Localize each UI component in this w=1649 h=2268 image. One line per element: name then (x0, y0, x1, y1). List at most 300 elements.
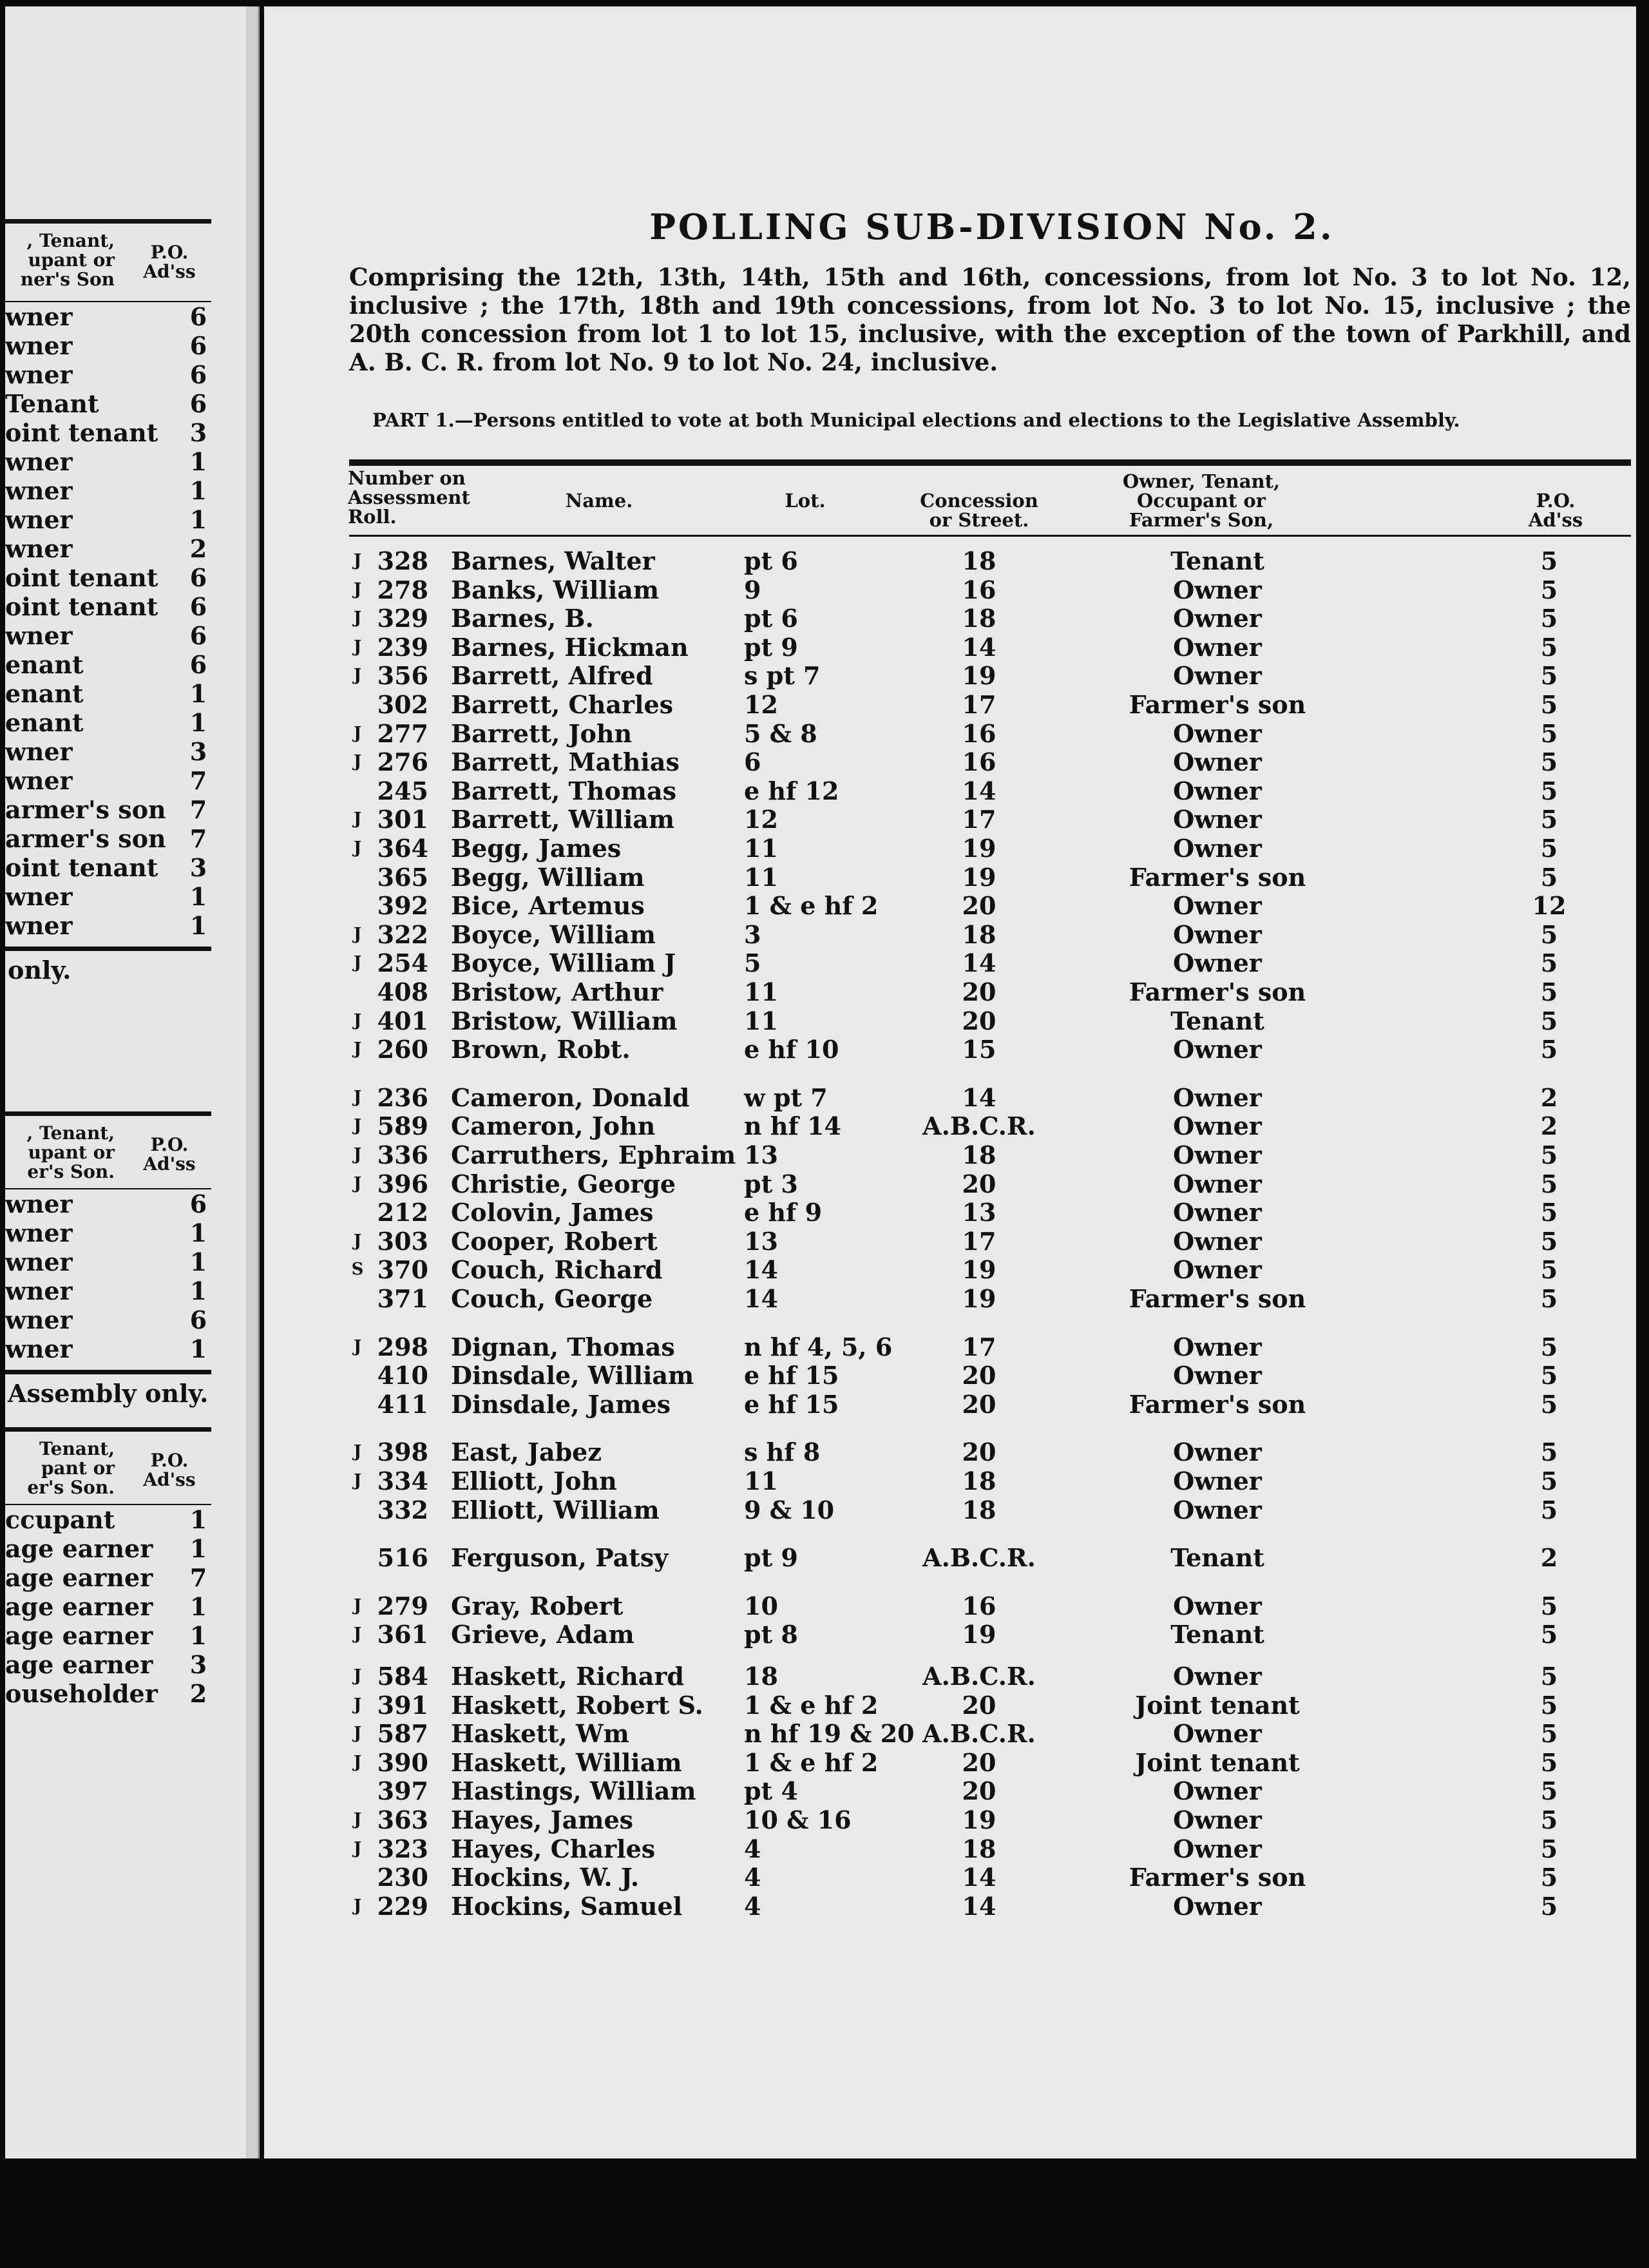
mark-cell: J (353, 1010, 362, 1030)
table-row (264, 1390, 1636, 1419)
table-row (264, 1140, 1636, 1169)
table-row (264, 1892, 1636, 1921)
roll-number-cell: 363 (377, 1805, 428, 1834)
table-row (5, 505, 211, 534)
name-cell: Haskett, Richard (451, 1662, 684, 1691)
name-cell: Brown, Robt. (451, 1035, 631, 1064)
mark-cell: J (353, 1087, 362, 1107)
concession-cell: A.B.C.R. (922, 1543, 1036, 1573)
owner-status-cell: Tenant (1170, 546, 1264, 575)
po-cell: 5 (1540, 1035, 1558, 1064)
header-occupation: , Tenant, upant or er's Son. (26, 1122, 115, 1182)
lot-cell: s pt 7 (744, 661, 821, 691)
concession-cell: 18 (962, 1466, 996, 1495)
concession-cell: 20 (962, 1690, 996, 1720)
owner-status-cell: Owner (1173, 1719, 1262, 1749)
name-cell: Hayes, Charles (451, 1834, 656, 1863)
concession-cell: 20 (962, 1361, 996, 1390)
table-row (264, 1620, 1636, 1649)
table-row (264, 1834, 1636, 1863)
lot-cell: s hf 8 (744, 1437, 821, 1467)
owner-status-cell: Owner (1173, 1361, 1262, 1390)
table-row (264, 1719, 1636, 1748)
table-row (264, 1083, 1636, 1112)
owner-status-cell: Owner (1173, 1891, 1262, 1921)
header-po: P.O. Ad'ss (143, 1450, 196, 1490)
roll-number-cell: 516 (377, 1543, 428, 1573)
po-cell: 5 (1540, 690, 1558, 719)
table-row (5, 882, 211, 911)
left-page-fragment (5, 6, 260, 2158)
po-cell: 1 (189, 447, 207, 476)
table-row (264, 1437, 1636, 1466)
roll-number-cell: 587 (377, 1719, 428, 1749)
concession-cell: 13 (962, 1198, 996, 1227)
lot-cell: e hf 15 (744, 1361, 839, 1390)
occupation-cell: age earner (5, 1621, 153, 1650)
lot-cell: n hf 4, 5, 6 (744, 1332, 893, 1361)
table-row (264, 1748, 1636, 1777)
concession-cell: 20 (962, 1437, 996, 1467)
lot-cell: 1 & e hf 2 (744, 891, 879, 921)
po-cell: 5 (1540, 747, 1558, 777)
name-cell: Hastings, William (451, 1776, 696, 1806)
table-row (5, 1563, 211, 1592)
table-row (5, 389, 211, 418)
lot-cell: 11 (744, 862, 778, 892)
roll-number-cell: 397 (377, 1776, 428, 1806)
table-row (264, 1466, 1636, 1495)
po-cell: 5 (1540, 1495, 1558, 1524)
concession-cell: 14 (962, 776, 996, 805)
name-cell: Begg, William (451, 862, 645, 892)
table-row (264, 1776, 1636, 1805)
name-cell: Bristow, Arthur (451, 977, 663, 1006)
table-row (264, 1361, 1636, 1390)
mark-cell: J (353, 1145, 362, 1164)
roll-number-cell: 236 (377, 1082, 428, 1112)
name-cell: Carruthers, Ephraim (451, 1140, 736, 1169)
roll-number-cell: 328 (377, 546, 428, 575)
lot-cell: w pt 7 (744, 1082, 828, 1112)
po-cell: 7 (189, 1563, 207, 1592)
lot-cell: 18 (744, 1662, 778, 1691)
po-cell: 7 (189, 795, 207, 824)
occupation-cell: wner (5, 1276, 73, 1305)
po-cell: 5 (1540, 575, 1558, 604)
po-cell: 1 (189, 1247, 207, 1276)
concession-cell: 19 (962, 1805, 996, 1834)
part-text: —Persons entitled to vote at both Municipal elections and elections to the Legislative Assembly. (454, 409, 1460, 431)
column-header-concession: Concession or Street. (920, 490, 1038, 531)
po-cell: 2 (1540, 1543, 1558, 1573)
po-cell: 5 (1540, 1591, 1558, 1620)
po-cell: 7 (189, 766, 207, 795)
table-row (264, 1805, 1636, 1834)
roll-number-cell: 398 (377, 1437, 428, 1467)
roll-number-cell: 277 (377, 718, 428, 748)
lot-cell: 4 (744, 1834, 761, 1863)
table-row (5, 766, 211, 795)
name-cell: Barnes, B. (451, 604, 594, 633)
lot-cell: 1 & e hf 2 (744, 1690, 879, 1720)
po-cell: 1 (189, 1334, 207, 1363)
roll-number-cell: 302 (377, 690, 428, 719)
table-row (5, 621, 211, 650)
name-cell: Haskett, Wm (451, 1719, 629, 1749)
owner-status-cell: Joint tenant (1135, 1690, 1300, 1720)
table-footer: only. (8, 956, 71, 985)
po-cell: 3 (189, 418, 207, 447)
lot-cell: e hf 10 (744, 1035, 839, 1064)
concession-cell: 19 (962, 862, 996, 892)
po-cell: 3 (189, 853, 207, 882)
mark-cell: J (353, 809, 362, 829)
table-row (5, 447, 211, 476)
roll-number-cell: 303 (377, 1226, 428, 1256)
mark-cell: J (353, 1752, 362, 1772)
left-table-1 (5, 219, 211, 990)
occupation-cell: wner (5, 1247, 73, 1276)
table-row (5, 563, 211, 592)
lot-cell: e hf 15 (744, 1389, 839, 1419)
table-row (264, 776, 1636, 805)
left-table-1-rows (5, 302, 211, 940)
table-row (5, 1334, 211, 1363)
po-cell: 5 (1540, 862, 1558, 892)
name-cell: Dinsdale, William (451, 1361, 694, 1390)
table-rule (5, 1111, 211, 1116)
lot-cell: 5 & 8 (744, 718, 817, 748)
roll-number-cell: 260 (377, 1035, 428, 1064)
mark-cell: J (353, 1810, 362, 1829)
po-cell: 1 (189, 476, 207, 505)
roll-number-cell: 396 (377, 1169, 428, 1198)
po-cell: 3 (189, 737, 207, 766)
lot-cell: 10 (744, 1591, 778, 1620)
roll-number-cell: 230 (377, 1863, 428, 1892)
occupation-cell: oint tenant (5, 853, 158, 882)
name-cell: Barnes, Walter (451, 546, 655, 575)
name-cell: Colovin, James (451, 1198, 654, 1227)
page-title: POLLING SUB-DIVISION No. 2. (649, 206, 1335, 247)
concession-cell: 16 (962, 1591, 996, 1620)
lot-cell: 4 (744, 1863, 761, 1892)
table-row (5, 737, 211, 766)
table-header (5, 1432, 211, 1504)
occupation-cell: wner (5, 737, 73, 766)
occupation-cell: armer's son (5, 795, 166, 824)
name-cell: Cameron, John (451, 1111, 656, 1141)
concession-cell: 14 (962, 1891, 996, 1921)
mark-cell: J (353, 579, 362, 599)
occupation-cell: wner (5, 534, 73, 563)
name-cell: Barrett, Thomas (451, 776, 676, 805)
po-cell: 5 (1540, 1198, 1558, 1227)
mark-cell: J (353, 1471, 362, 1490)
table-row (264, 719, 1636, 748)
lot-cell: 9 (744, 575, 761, 604)
occupation-cell: wner (5, 1334, 73, 1363)
name-cell: Begg, James (451, 834, 622, 863)
po-cell: 1 (189, 1534, 207, 1563)
roll-number-cell: 370 (377, 1255, 428, 1285)
name-cell: Haskett, William (451, 1747, 682, 1777)
occupation-cell: age earner (5, 1650, 153, 1679)
po-cell: 5 (1540, 661, 1558, 691)
table-row (5, 1305, 211, 1334)
name-cell: Couch, George (451, 1284, 653, 1313)
lot-cell: 13 (744, 1140, 778, 1169)
table-row (264, 1227, 1636, 1256)
concession-cell: 20 (962, 1006, 996, 1035)
roll-number-cell: 364 (377, 834, 428, 863)
lot-cell: n hf 19 & 20 (744, 1719, 915, 1749)
table-row (5, 1247, 211, 1276)
roll-number-cell: 391 (377, 1690, 428, 1720)
lot-cell: 5 (744, 948, 761, 978)
po-cell: 1 (189, 1621, 207, 1650)
mark-cell: J (353, 1336, 362, 1356)
po-cell: 1 (189, 882, 207, 911)
roll-number-cell: 322 (377, 919, 428, 949)
table-rule (5, 219, 211, 224)
name-cell: Barrett, Alfred (451, 661, 653, 691)
occupation-cell: age earner (5, 1534, 153, 1563)
po-cell: 5 (1540, 1140, 1558, 1169)
left-table-2 (5, 1111, 211, 1413)
table-header (5, 224, 211, 301)
table-header (5, 1116, 211, 1188)
table-row (5, 1534, 211, 1563)
po-cell: 1 (189, 1276, 207, 1305)
table-row (5, 1505, 211, 1534)
po-cell: 1 (189, 911, 207, 940)
roll-number-cell: 332 (377, 1495, 428, 1524)
owner-status-cell: Owner (1173, 1776, 1262, 1806)
po-cell: 5 (1540, 1255, 1558, 1285)
po-cell: 3 (189, 1650, 207, 1679)
table-row (5, 331, 211, 360)
owner-status-cell: Owner (1173, 1198, 1262, 1227)
lot-cell: pt 4 (744, 1776, 798, 1806)
po-cell: 5 (1540, 1620, 1558, 1649)
name-cell: Elliott, John (451, 1466, 617, 1495)
mark-cell: J (353, 1442, 362, 1462)
po-cell: 6 (189, 1305, 207, 1334)
lot-cell: 12 (744, 690, 778, 719)
name-cell: Boyce, William J (451, 948, 676, 978)
concession-cell: 18 (962, 1834, 996, 1863)
po-cell: 5 (1540, 632, 1558, 662)
occupation-cell: Tenant (5, 389, 99, 418)
concession-cell: 19 (962, 1620, 996, 1649)
lot-cell: 12 (744, 805, 778, 834)
roll-number-cell: 298 (377, 1332, 428, 1361)
occupation-cell: wner (5, 766, 73, 795)
concession-cell: 20 (962, 1389, 996, 1419)
roll-number-cell: 336 (377, 1140, 428, 1169)
po-cell: 1 (189, 708, 207, 737)
mark-cell: J (353, 1595, 362, 1615)
table-footer: Assembly only. (8, 1379, 209, 1408)
mark-cell: J (353, 1173, 362, 1193)
owner-status-cell: Owner (1173, 1169, 1262, 1198)
table-row (264, 834, 1636, 863)
owner-status-cell: Tenant (1170, 1006, 1264, 1035)
roll-number-cell: 365 (377, 862, 428, 892)
table-row (264, 690, 1636, 719)
concession-cell: 16 (962, 747, 996, 777)
po-cell: 6 (189, 650, 207, 679)
table-row (5, 360, 211, 389)
owner-status-cell: Owner (1173, 632, 1262, 662)
table-row (264, 863, 1636, 892)
owner-status-cell: Owner (1173, 661, 1262, 691)
roll-number-cell: 212 (377, 1198, 428, 1227)
owner-status-cell: Owner (1173, 1082, 1262, 1112)
table-row (264, 604, 1636, 633)
po-cell: 5 (1540, 1690, 1558, 1720)
lot-cell: e hf 12 (744, 776, 839, 805)
table-row (264, 1495, 1636, 1524)
concession-cell: 15 (962, 1035, 996, 1064)
lot-cell: 9 & 10 (744, 1495, 835, 1524)
po-cell: 2 (189, 1679, 207, 1708)
name-cell: Couch, Richard (451, 1255, 663, 1285)
owner-status-cell: Owner (1173, 1591, 1262, 1620)
owner-status-cell: Owner (1173, 604, 1262, 633)
occupation-cell: wner (5, 1305, 73, 1334)
lot-cell: 3 (744, 919, 761, 949)
occupation-cell: wner (5, 447, 73, 476)
occupation-cell: wner (5, 1218, 73, 1247)
name-cell: Barrett, John (451, 718, 633, 748)
lot-cell: 13 (744, 1226, 778, 1256)
table-row (264, 1691, 1636, 1720)
lot-cell: 1 & e hf 2 (744, 1747, 879, 1777)
table-row (264, 948, 1636, 977)
owner-status-cell: Owner (1173, 1140, 1262, 1169)
roll-number-cell: 239 (377, 632, 428, 662)
po-cell: 6 (189, 592, 207, 621)
roll-number-cell: 334 (377, 1466, 428, 1495)
po-cell: 5 (1540, 776, 1558, 805)
po-cell: 5 (1540, 604, 1558, 633)
roll-number-cell: 356 (377, 661, 428, 691)
po-cell: 5 (1540, 1226, 1558, 1256)
mark-cell: J (353, 953, 362, 973)
po-cell: 5 (1540, 1719, 1558, 1749)
owner-status-cell: Farmer's son (1129, 977, 1306, 1006)
column-header-po: P.O. Ad'ss (1528, 490, 1583, 531)
concession-cell: 18 (962, 1140, 996, 1169)
lot-cell: 14 (744, 1284, 778, 1313)
owner-status-cell: Tenant (1170, 1543, 1264, 1573)
name-cell: Bristow, William (451, 1006, 678, 1035)
table-rule (5, 947, 211, 951)
mark-cell: J (353, 1666, 362, 1686)
table-row (5, 679, 211, 708)
roll-number-cell: 390 (377, 1747, 428, 1777)
table-row (264, 1035, 1636, 1064)
table-row (5, 534, 211, 563)
owner-status-cell: Farmer's son (1129, 690, 1306, 719)
roll-number-cell: 279 (377, 1591, 428, 1620)
occupation-cell: age earner (5, 1592, 153, 1621)
mark-cell: J (353, 723, 362, 743)
roll-number-cell: 411 (377, 1389, 428, 1419)
mark-cell: J (353, 1039, 362, 1059)
occupation-cell: wner (5, 882, 73, 911)
owner-status-cell: Owner (1173, 776, 1262, 805)
owner-status-cell: Farmer's son (1129, 1863, 1306, 1892)
po-cell: 5 (1540, 1776, 1558, 1806)
occupation-cell: wner (5, 476, 73, 505)
table-top-rule (349, 459, 1631, 466)
lot-cell: 11 (744, 1006, 778, 1035)
roll-number-cell: 254 (377, 948, 428, 978)
column-header-name: Name. (565, 490, 633, 512)
occupation-cell: wner (5, 360, 73, 389)
name-cell: Bice, Artemus (451, 891, 645, 921)
description-paragraph: Comprising the 12th, 13th, 14th, 15th and 16th, concessions, from lot No. 3 to lot No. 12, inclusive ; the 17th, 18th and 19th concessions, from lot No. 3 to lot No. 15, inclusive ; the 20th concession from lot 1 to lot 15, inclusive, with the exception of the town of Parkhill, and A. B. C. R. from lot No. 9 to lot No. 24, inclusive. (349, 263, 1631, 376)
occupation-cell: enant (5, 708, 84, 737)
roll-number-cell: 278 (377, 575, 428, 604)
owner-status-cell: Owner (1173, 1332, 1262, 1361)
lot-cell: 4 (744, 1891, 761, 1921)
name-cell: Ferguson, Patsy (451, 1543, 669, 1573)
owner-status-cell: Owner (1173, 1495, 1262, 1524)
name-cell: Dinsdale, James (451, 1389, 671, 1419)
table-row (264, 546, 1636, 575)
mark-cell: S (351, 1260, 364, 1280)
name-cell: Barnes, Hickman (451, 632, 689, 662)
table-row (5, 1650, 211, 1679)
concession-cell: A.B.C.R. (922, 1662, 1036, 1691)
po-cell: 5 (1540, 1389, 1558, 1419)
lot-cell: 11 (744, 977, 778, 1006)
table-row (5, 302, 211, 331)
po-cell: 1 (189, 679, 207, 708)
po-cell: 1 (189, 1505, 207, 1534)
owner-status-cell: Owner (1173, 891, 1262, 921)
mark-cell: J (353, 924, 362, 944)
name-cell: Christie, George (451, 1169, 676, 1198)
table-row (5, 708, 211, 737)
owner-status-cell: Farmer's son (1129, 1284, 1306, 1313)
lot-cell: 14 (744, 1255, 778, 1285)
table-rule (5, 1370, 211, 1374)
mark-cell: J (353, 1896, 362, 1916)
mark-cell: J (353, 752, 362, 772)
header-occupation: , Tenant, upant or ner's Son (20, 230, 115, 290)
concession-cell: 20 (962, 1747, 996, 1777)
name-cell: East, Jabez (451, 1437, 602, 1467)
name-cell: Cameron, Donald (451, 1082, 690, 1112)
table-row (264, 1591, 1636, 1620)
concession-cell: 17 (962, 1332, 996, 1361)
owner-status-cell: Owner (1173, 1255, 1262, 1285)
po-cell: 5 (1540, 1662, 1558, 1691)
concession-cell: 19 (962, 1255, 996, 1285)
occupation-cell: oint tenant (5, 592, 158, 621)
po-cell: 6 (189, 1189, 207, 1218)
name-cell: Banks, William (451, 575, 660, 604)
concession-cell: 18 (962, 1495, 996, 1524)
po-cell: 2 (189, 534, 207, 563)
occupation-cell: wner (5, 331, 73, 360)
